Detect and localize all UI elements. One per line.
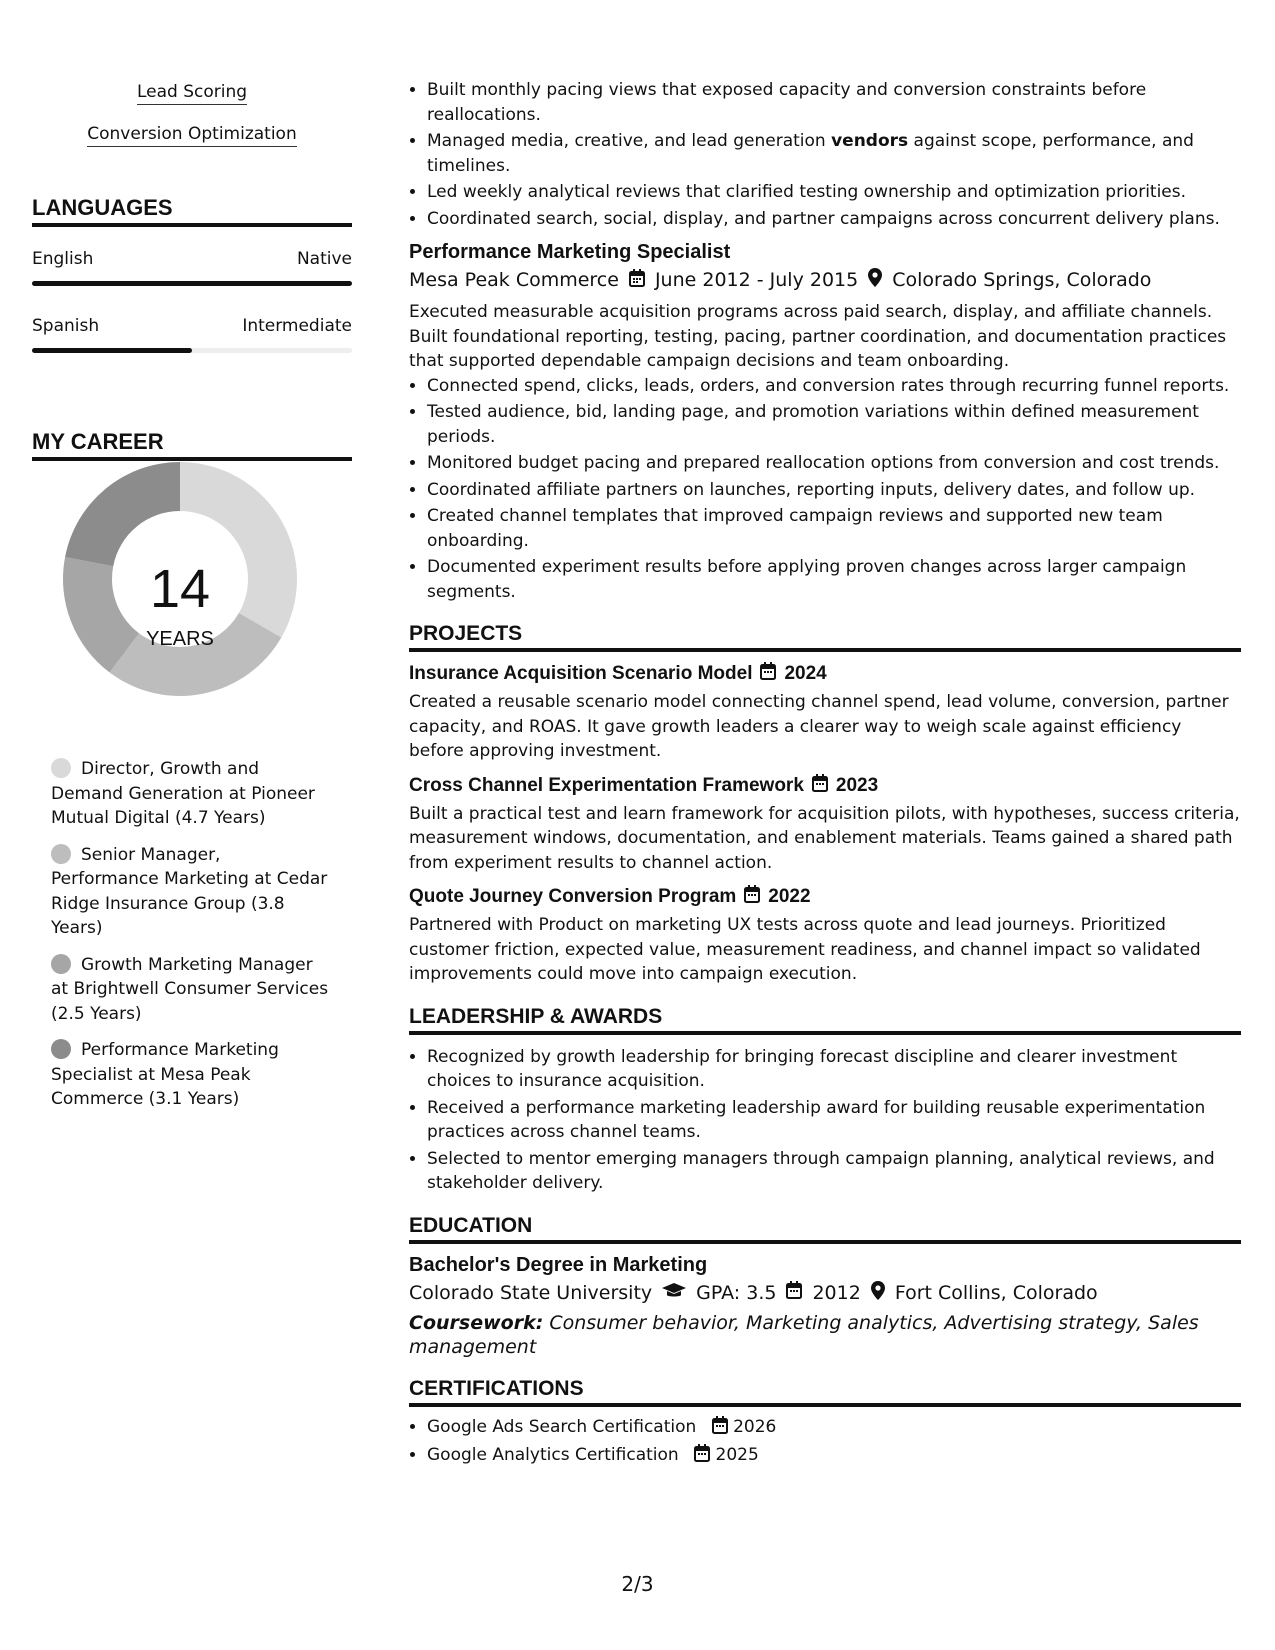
location-pin-icon <box>868 268 882 292</box>
bullet-item: • Coordinated search, social, display, and partner campaigns across concurrent delivery plans. <box>427 207 1241 232</box>
certifications-heading: CERTIFICATIONS <box>409 1377 1241 1407</box>
job-meta <box>409 268 1241 292</box>
bullet-item: • Selected to mentor emerging managers through campaign planning, analytical reviews, and stakeholder delivery. <box>427 1147 1241 1196</box>
job-location: Colorado Springs, Colorado <box>892 269 1152 291</box>
calendar-icon <box>712 1416 728 1442</box>
project-item <box>409 774 1241 876</box>
bullet-item: • Led weekly analytical reviews that clarified testing ownership and optimization priorities. <box>427 180 1241 205</box>
language-english <box>32 249 352 286</box>
career-donut-chart <box>32 461 352 731</box>
previous-job-bullets <box>409 78 1241 231</box>
skill-item: Lead Scoring <box>32 82 352 105</box>
legend-dot-icon <box>51 844 71 864</box>
job-dates: June 2012 - July 2015 <box>654 269 859 291</box>
language-level-bar <box>32 348 352 353</box>
calendar-icon <box>760 662 776 686</box>
language-name: Spanish <box>32 316 100 336</box>
language-level-bar <box>32 281 352 286</box>
certifications-list <box>409 1415 1241 1470</box>
project-year: 2022 <box>768 886 811 907</box>
language-level: Native <box>296 249 352 269</box>
certification-year: 2025 <box>715 1445 759 1465</box>
project-title: Cross Channel Experimentation Framework <box>409 774 804 796</box>
bullet-item: • Connected spend, clicks, leads, orders, and conversion rates through recurring funnel reports. <box>427 374 1241 399</box>
career-heading: MY CAREER <box>32 429 352 461</box>
certification-item: • Google Ads Search Certification 2026 <box>427 1415 1241 1442</box>
job-summary: Executed measurable acquisition programs across paid search, display, and affiliate channels. Built foundational reporting, testing, pacing, partner coordination, and documentation practices that supported dependable campaign decisions and team onboarding. <box>409 302 1227 371</box>
education-meta <box>409 1281 1241 1305</box>
donut-slice-2 <box>110 613 282 696</box>
calendar-icon <box>786 1281 802 1304</box>
bullet-item: • Monitored budget pacing and prepared reallocation options from conversion and cost trends. <box>427 451 1241 476</box>
language-level-fill <box>32 348 192 353</box>
languages-heading: LANGUAGES <box>32 195 352 227</box>
bullet-item: • Tested audience, bid, landing page, and promotion variations within defined measurement periods. <box>427 400 1241 449</box>
project-item <box>409 885 1241 987</box>
project-year: 2023 <box>835 774 879 796</box>
coursework: Coursework: Consumer behavior, Marketing analytics, Advertising strategy, Sales management <box>409 1311 1199 1358</box>
page-number: 2/3 <box>621 1572 654 1596</box>
school-name: Colorado State University <box>409 1281 653 1304</box>
job-title: Performance Marketing Specialist <box>409 241 731 263</box>
legend-item: Senior Manager, Performance Marketing at Cedar Ridge Insurance Group (3.8 Years) <box>51 844 328 938</box>
bullet-item: • Coordinated affiliate partners on launches, reporting inputs, delivery dates, and follow up. <box>427 478 1241 503</box>
bullet-item: • Received a performance marketing leadership award for building reusable experimentation practices across channel teams. <box>427 1096 1241 1145</box>
legend-item: Growth Marketing Manager at Brightwell Consumer Services (2.5 Years) <box>51 954 329 1024</box>
projects-heading: PROJECTS <box>409 622 1241 652</box>
language-level: Intermediate <box>242 316 352 336</box>
right-column <box>409 78 1241 1472</box>
career-total-years: 14 <box>149 559 211 619</box>
leadership-heading: LEADERSHIP & AWARDS <box>409 1005 1241 1035</box>
job-company: Mesa Peak Commerce <box>409 269 619 291</box>
calendar-icon <box>629 269 645 292</box>
language-spanish <box>32 316 352 353</box>
project-year: 2024 <box>784 663 827 684</box>
location-pin-icon <box>871 1281 885 1305</box>
bullet-item: • Managed media, creative, and lead generation vendors against scope, performance, and timelines. <box>427 129 1241 178</box>
calendar-icon <box>812 774 828 798</box>
school-location: Fort Collins, Colorado <box>894 1281 1098 1304</box>
career-legend <box>51 757 352 1112</box>
education-heading: EDUCATION <box>409 1214 1241 1244</box>
left-column <box>32 82 352 1124</box>
project-description: Created a reusable scenario model connecting channel spend, lead volume, conversion, partner capacity, and ROAS. It gave growth leaders a clearer way to weigh scale against efficiency before approving investment. <box>409 692 1229 761</box>
certification-item: • Google Analytics Certification 2025 <box>427 1443 1241 1470</box>
bullet-item: • Documented experiment results before applying proven changes across larger campaign segments. <box>427 555 1241 604</box>
degree-title: Bachelor's Degree in Marketing <box>409 1253 708 1276</box>
skill-item: Conversion Optimization <box>32 124 352 147</box>
project-title: Quote Journey Conversion Program <box>409 886 737 907</box>
project-description: Partnered with Product on marketing UX tests across quote and lead journeys. Prioritized customer friction, expected value, measurement readiness, and channel impact so validated improvements could move into campaign execution. <box>409 915 1201 984</box>
bullet-item: • Recognized by growth leadership for bringing forecast discipline and clearer investment choices to insurance acquisition. <box>427 1045 1241 1094</box>
language-level-fill <box>32 281 352 286</box>
legend-dot-icon <box>51 758 71 778</box>
career-total-unit: YEARS <box>146 628 214 650</box>
leadership-list <box>409 1045 1241 1196</box>
legend-item: Director, Growth and Demand Generation at Pioneer Mutual Digital (4.7 Years) <box>51 759 315 828</box>
language-name: English <box>32 249 94 269</box>
gpa: GPA: 3.5 <box>696 1281 777 1304</box>
bullet-item: • Built monthly pacing views that exposed capacity and conversion constraints before reallocations. <box>427 78 1241 127</box>
legend-item: Performance Marketing Specialist at Mesa Peak Commerce (3.1 Years) <box>51 1040 279 1109</box>
graduation-cap-icon <box>662 1282 686 1304</box>
donut-slice-4 <box>65 462 180 566</box>
calendar-icon <box>744 885 760 909</box>
legend-dot-icon <box>51 954 71 974</box>
bullet-item: • Created channel templates that improved campaign reviews and supported new team onboarding. <box>427 504 1241 553</box>
job-bullets <box>409 374 1241 605</box>
project-item <box>409 662 1241 764</box>
legend-dot-icon <box>51 1039 71 1059</box>
project-description: Built a practical test and learn framework for acquisition pilots, with hypotheses, success criteria, measurement windows, documentation, and enablement materials. Teams gained a shared path from experiment results to channel action. <box>409 803 1240 873</box>
calendar-icon <box>694 1444 710 1470</box>
graduation-year: 2012 <box>812 1281 861 1304</box>
project-title: Insurance Acquisition Scenario Model <box>409 663 753 684</box>
certification-year: 2026 <box>733 1416 777 1437</box>
